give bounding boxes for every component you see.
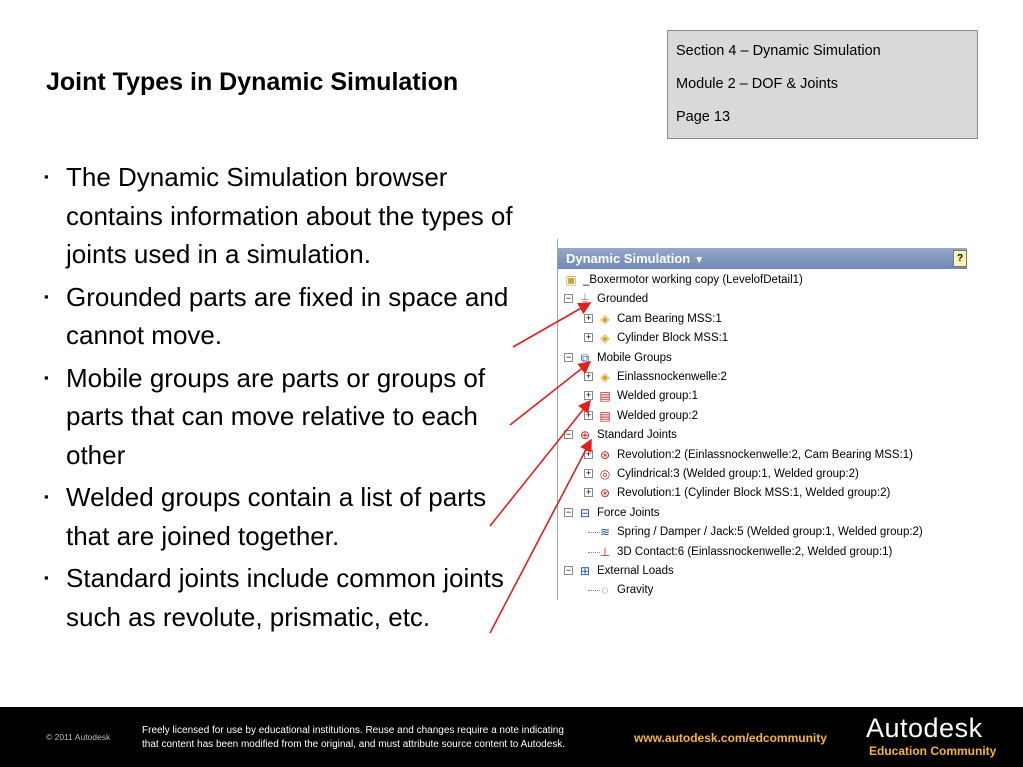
dropdown-arrow-icon[interactable]: ▼ — [694, 255, 705, 266]
collapse-icon[interactable]: − — [565, 351, 572, 362]
assembly-icon: ▣ — [565, 273, 577, 287]
tree-node-label: Cylinder Block MSS:1 — [617, 332, 729, 345]
browser-title: Dynamic Simulation — [566, 251, 691, 266]
expand-icon[interactable]: + — [585, 448, 592, 459]
tree-node-label: 3D Contact:6 (Einlassnockenwelle:2, Welded group:1) — [617, 545, 893, 558]
bullet-marker: ▪ — [44, 169, 49, 184]
arrow-to-welded-group — [490, 401, 590, 526]
bullet-item: ▪ Welded groups contain a list of parts that are joined together. — [44, 478, 514, 555]
expand-icon[interactable]: + — [585, 487, 592, 498]
tree-node-label: Revolution:1 (Cylinder Block MSS:1, Welded group:2) — [617, 487, 891, 500]
tree-node-label: Welded group:2 — [617, 409, 698, 422]
collapse-icon[interactable]: − — [565, 506, 572, 517]
external-loads-icon: ⊞ — [579, 564, 591, 578]
tree-node-label: Gravity — [617, 584, 654, 597]
tree-node-label: _Boxermotor working copy (LevelofDetail1) — [583, 274, 803, 286]
bullet-item: ▪ The Dynamic Simulation browser contains information about the types of joints used in a simulation. — [44, 158, 514, 274]
module-line: Module 2 – DOF & Joints — [676, 76, 838, 92]
mobile-groups-icon: ⧉ — [580, 350, 590, 365]
expand-icon[interactable]: + — [585, 312, 592, 323]
help-icon[interactable]: ? — [953, 250, 967, 267]
tree-node-label: Mobile Groups — [597, 351, 672, 364]
footer-bar — [0, 707, 1023, 767]
tree-node-label: Revolution:2 (Einlassnockenwelle:2, Cam Bearing MSS:1) — [617, 448, 913, 461]
expand-icon[interactable]: + — [585, 390, 592, 401]
edcommunity-link[interactable]: www.autodesk.com/edcommunity — [634, 731, 827, 745]
collapse-icon[interactable]: − — [565, 565, 572, 575]
part-icon: ◈ — [600, 370, 610, 384]
tree-node-label: External Loads — [597, 565, 674, 577]
license-text: Freely licensed for use by educational institutions. Reuse and changes require a note indicating that content has been modified from the original, and must attribute source content to Autodesk. — [142, 725, 566, 750]
collapse-icon[interactable]: − — [565, 293, 572, 304]
bullet-marker: ▪ — [44, 489, 49, 504]
arrow-to-grounded — [513, 303, 590, 347]
copyright: © 2011 Autodesk — [46, 732, 111, 742]
tree-node-label: Einlassnockenwelle:2 — [617, 371, 727, 383]
education-community-label: Education Community — [869, 744, 997, 758]
grounded-icon: ⏚ — [578, 292, 591, 307]
tree-node-label: Spring / Damper / Jack:5 (Welded group:1, Welded group:2) — [617, 526, 923, 539]
tree-node-label: Grounded — [597, 293, 649, 306]
slide-title: Joint Types in Dynamic Simulation — [46, 68, 459, 96]
part-icon: ◈ — [600, 311, 610, 326]
expand-icon[interactable]: + — [585, 371, 592, 381]
tree-node-label: Cam Bearing MSS:1 — [617, 312, 722, 325]
tree-node-label: Cylindrical:3 (Welded group:1, Welded group:2) — [617, 468, 859, 480]
tree-node-label: Force Joints — [597, 506, 660, 519]
welded-group-icon: ▤ — [599, 389, 611, 404]
gravity-icon: ◌ — [601, 583, 609, 598]
bullet-item: ▪ Grounded parts are fixed in space and cannot move. — [44, 278, 514, 355]
force-joints-icon: ⊟ — [579, 505, 591, 520]
revolution-icon: ⊛ — [599, 486, 611, 501]
spring-icon: ≋ — [599, 525, 611, 540]
expand-icon[interactable]: + — [585, 468, 592, 478]
bullet-marker: ▪ — [44, 288, 49, 304]
standard-joints-icon: ⊕ — [579, 428, 591, 443]
collapse-icon[interactable]: − — [565, 429, 572, 440]
expand-icon[interactable]: + — [585, 409, 592, 420]
welded-group-icon: ▤ — [599, 408, 611, 423]
autodesk-logo: Autodesk — [866, 713, 983, 743]
bullet-marker: ▪ — [44, 369, 49, 385]
arrow-to-standard-joints — [490, 440, 591, 633]
page-line: Page 13 — [676, 109, 731, 125]
bullet-marker: ▪ — [44, 570, 49, 585]
tree-node-label: Welded group:1 — [617, 390, 698, 403]
expand-icon[interactable]: + — [585, 332, 592, 343]
cylindrical-icon: ◎ — [599, 467, 611, 481]
contact-icon: ⊥ — [599, 544, 611, 559]
bullet-item: ▪ Standard joints include common joints such as revolute, prismatic, etc. — [44, 559, 514, 636]
bullet-item: ▪ Mobile groups are parts or groups of parts that can move relative to each other — [44, 359, 514, 475]
section-line: Section 4 – Dynamic Simulation — [676, 43, 881, 59]
tree-node-label: Standard Joints — [597, 429, 677, 442]
revolution-icon: ⊛ — [599, 447, 611, 462]
part-icon: ◈ — [600, 331, 610, 346]
